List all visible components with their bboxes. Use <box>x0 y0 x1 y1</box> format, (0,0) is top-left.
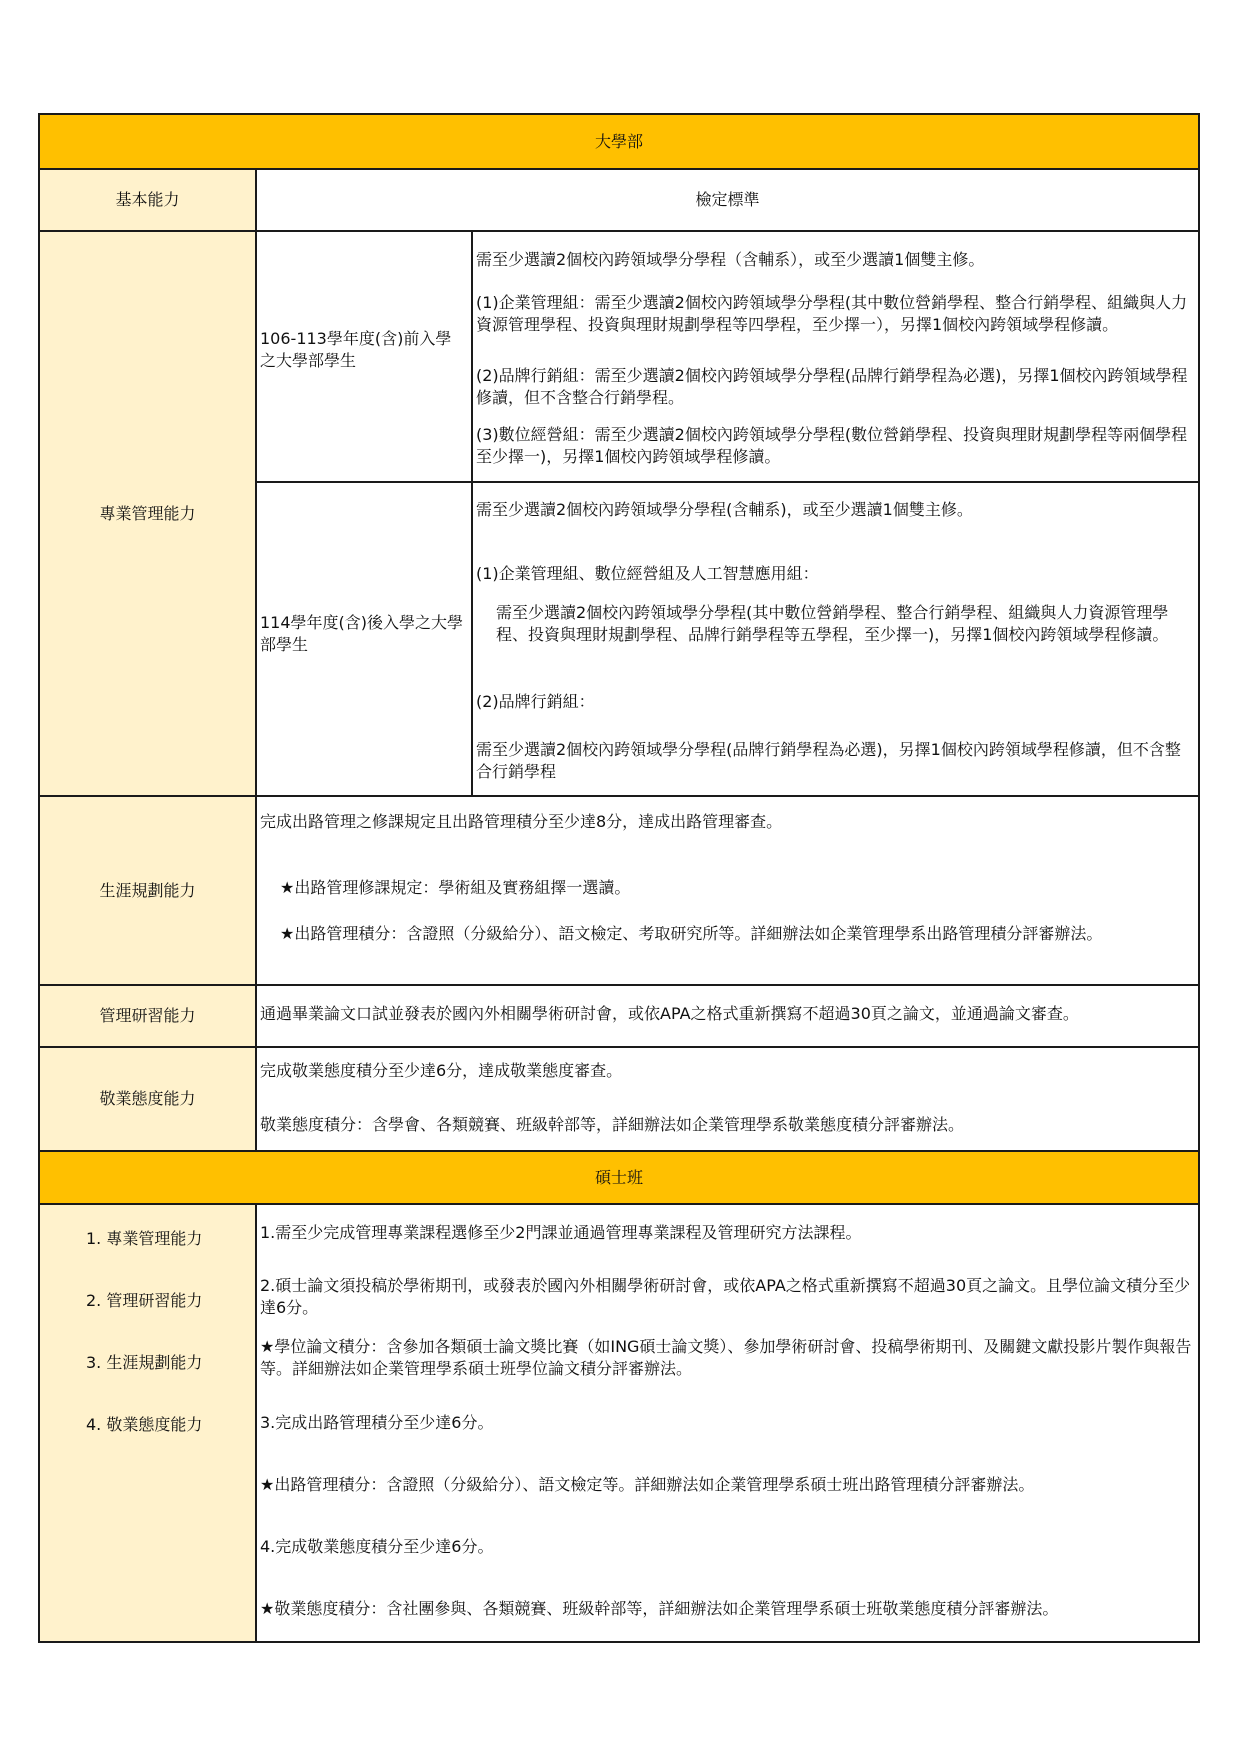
standard-column-header <box>255 168 1198 230</box>
standard-line: ★出路管理積分：含證照（分級給分）、語文檢定、考取研究所等。詳細辦法如企業管理學系出路管理積分評審辦法。 <box>280 924 1103 943</box>
standard-line: 敬業態度積分：含學會、各類競賽、班級幹部等，詳細辦法如企業管理學系敬業態度積分評審辦法。 <box>260 1115 965 1134</box>
ability-column-header <box>40 168 255 230</box>
standard-line: 1.需至少完成管理專業課程選修至少2門課並通過管理專業課程及管理研究方法課程。 <box>260 1223 862 1242</box>
standard-line: 2.碩士論文須投稿於學術期刊，或發表於國內外相關學術研討會，或依APA之格式重新撰寫不超過30頁之論文。且學位論文積分至少達6分。 <box>260 1276 1191 1317</box>
professional-ability-label: 專業管理能力 <box>99 503 196 523</box>
standard-line: 3.完成出路管理積分至少達6分。 <box>260 1413 494 1432</box>
cohort-106-113-label: 106-113學年度(含)前入學之大學部學生 <box>260 329 452 370</box>
master-title: 碩士班 <box>594 1167 643 1187</box>
attitude-standard <box>255 1046 1198 1150</box>
master-ability-item: 1. 專業管理能力 <box>86 1229 203 1248</box>
undergrad-section-header <box>40 115 1198 168</box>
standard-line: (1)企業管理組、數位經營組及人工智慧應用組： <box>476 564 819 583</box>
master-standard <box>255 1203 1198 1641</box>
standard-line: 通過畢業論文口試並發表於國內外相關學術研討會，或依APA之格式重新撰寫不超過30頁之論文，並通過論文審查。 <box>260 1004 1079 1023</box>
standard-line: ★敬業態度積分：含社團參與、各類競賽、班級幹部等，詳細辦法如企業管理學系碩士班敬業態度積分評審辦法。 <box>260 1599 1059 1618</box>
standard-line: ★學位論文積分：含參加各類碩士論文獎比賽（如ING碩士論文獎）、參加學術研討會、投稿學術期刊、及關鍵文獻投影片製作與報告等。詳細辦法如企業管理學系碩士班學位論文積分評審辦法。 <box>260 1337 1192 1378</box>
cohort-106-113-standard <box>471 230 1198 481</box>
professional-ability-cell <box>40 230 255 795</box>
standard-line: (2)品牌行銷組： <box>476 692 595 711</box>
standard-line: 需至少選讀2個校內跨領域學分學程（含輔系），或至少選讀1個雙主修。 <box>476 250 985 269</box>
standard-line: (2)品牌行銷組：需至少選讀2個校內跨領域學分學程(品牌行銷學程為必選)，另擇1個校內跨領域學程修讀，但不含整合行銷學程。 <box>476 366 1188 407</box>
standard-line: ★出路管理積分：含證照（分級給分）、語文檢定等。詳細辦法如企業管理學系碩士班出路管理積分評審辦法。 <box>260 1475 1035 1494</box>
standard-header-label: 檢定標準 <box>695 190 760 209</box>
standard-line: (3)數位經營組：需至少選讀2個校內跨領域學分學程(數位營銷學程、投資與理財規劃學程等兩個學程至少擇一)，另擇1個校內跨領域學程修讀。 <box>476 425 1188 466</box>
standard-line: 需至少選讀2個校內跨領域學分學程(其中數位營銷學程、整合行銷學程、組織與人力資源管理學程、投資與理財規劃學程、品牌行銷學程等五學程，至少擇一)，另擇1個校內跨領域學程修讀。 <box>496 603 1169 644</box>
competency-table <box>38 113 1200 1643</box>
standard-line: 完成出路管理之修課規定且出路管理積分至少達8分，達成出路管理審查。 <box>260 812 783 831</box>
career-standard <box>255 795 1198 984</box>
master-ability-item: 3. 生涯規劃能力 <box>86 1353 203 1372</box>
standard-line: (1)企業管理組：需至少選讀2個校內跨領域學分學程(其中數位營銷學程、整合行銷學程、組織與人力資源管理學程、投資與理財規劃學程等四學程，至少擇一），另擇1個校內跨領域學程修讀。 <box>476 293 1188 334</box>
research-ability-label: 管理研習能力 <box>99 1006 196 1025</box>
career-ability-label: 生涯規劃能力 <box>99 880 196 900</box>
standard-line: 需至少選讀2個校內跨領域學分學程(品牌行銷學程為必選)，另擇1個校內跨領域學程修讀，但不含整合行銷學程 <box>476 740 1181 781</box>
attitude-ability-cell <box>40 1046 255 1150</box>
standard-line: ★出路管理修課規定：學術組及實務組擇一選讀。 <box>280 878 631 897</box>
undergrad-title: 大學部 <box>594 131 643 151</box>
research-ability-cell <box>40 984 255 1046</box>
standard-line: 需至少選讀2個校內跨領域學分學程(含輔系)，或至少選讀1個雙主修。 <box>476 500 973 519</box>
cohort-106-113-cell <box>255 230 471 481</box>
cohort-114-standard <box>471 481 1198 795</box>
cohort-114-label: 114學年度(含)後入學之大學部學生 <box>260 613 464 654</box>
ability-header-label: 基本能力 <box>115 190 180 209</box>
standard-line: 4.完成敬業態度積分至少達6分。 <box>260 1537 494 1556</box>
master-ability-item: 4. 敬業態度能力 <box>86 1415 203 1434</box>
master-ability-item: 2. 管理研習能力 <box>86 1291 203 1310</box>
career-ability-cell <box>40 795 255 984</box>
master-section-header <box>40 1150 1198 1203</box>
cohort-114-cell <box>255 481 471 795</box>
master-abilities-cell <box>40 1203 255 1641</box>
standard-line: 完成敬業態度積分至少達6分，達成敬業態度審查。 <box>260 1061 623 1080</box>
attitude-ability-label: 敬業態度能力 <box>99 1089 196 1108</box>
research-standard <box>255 984 1198 1046</box>
